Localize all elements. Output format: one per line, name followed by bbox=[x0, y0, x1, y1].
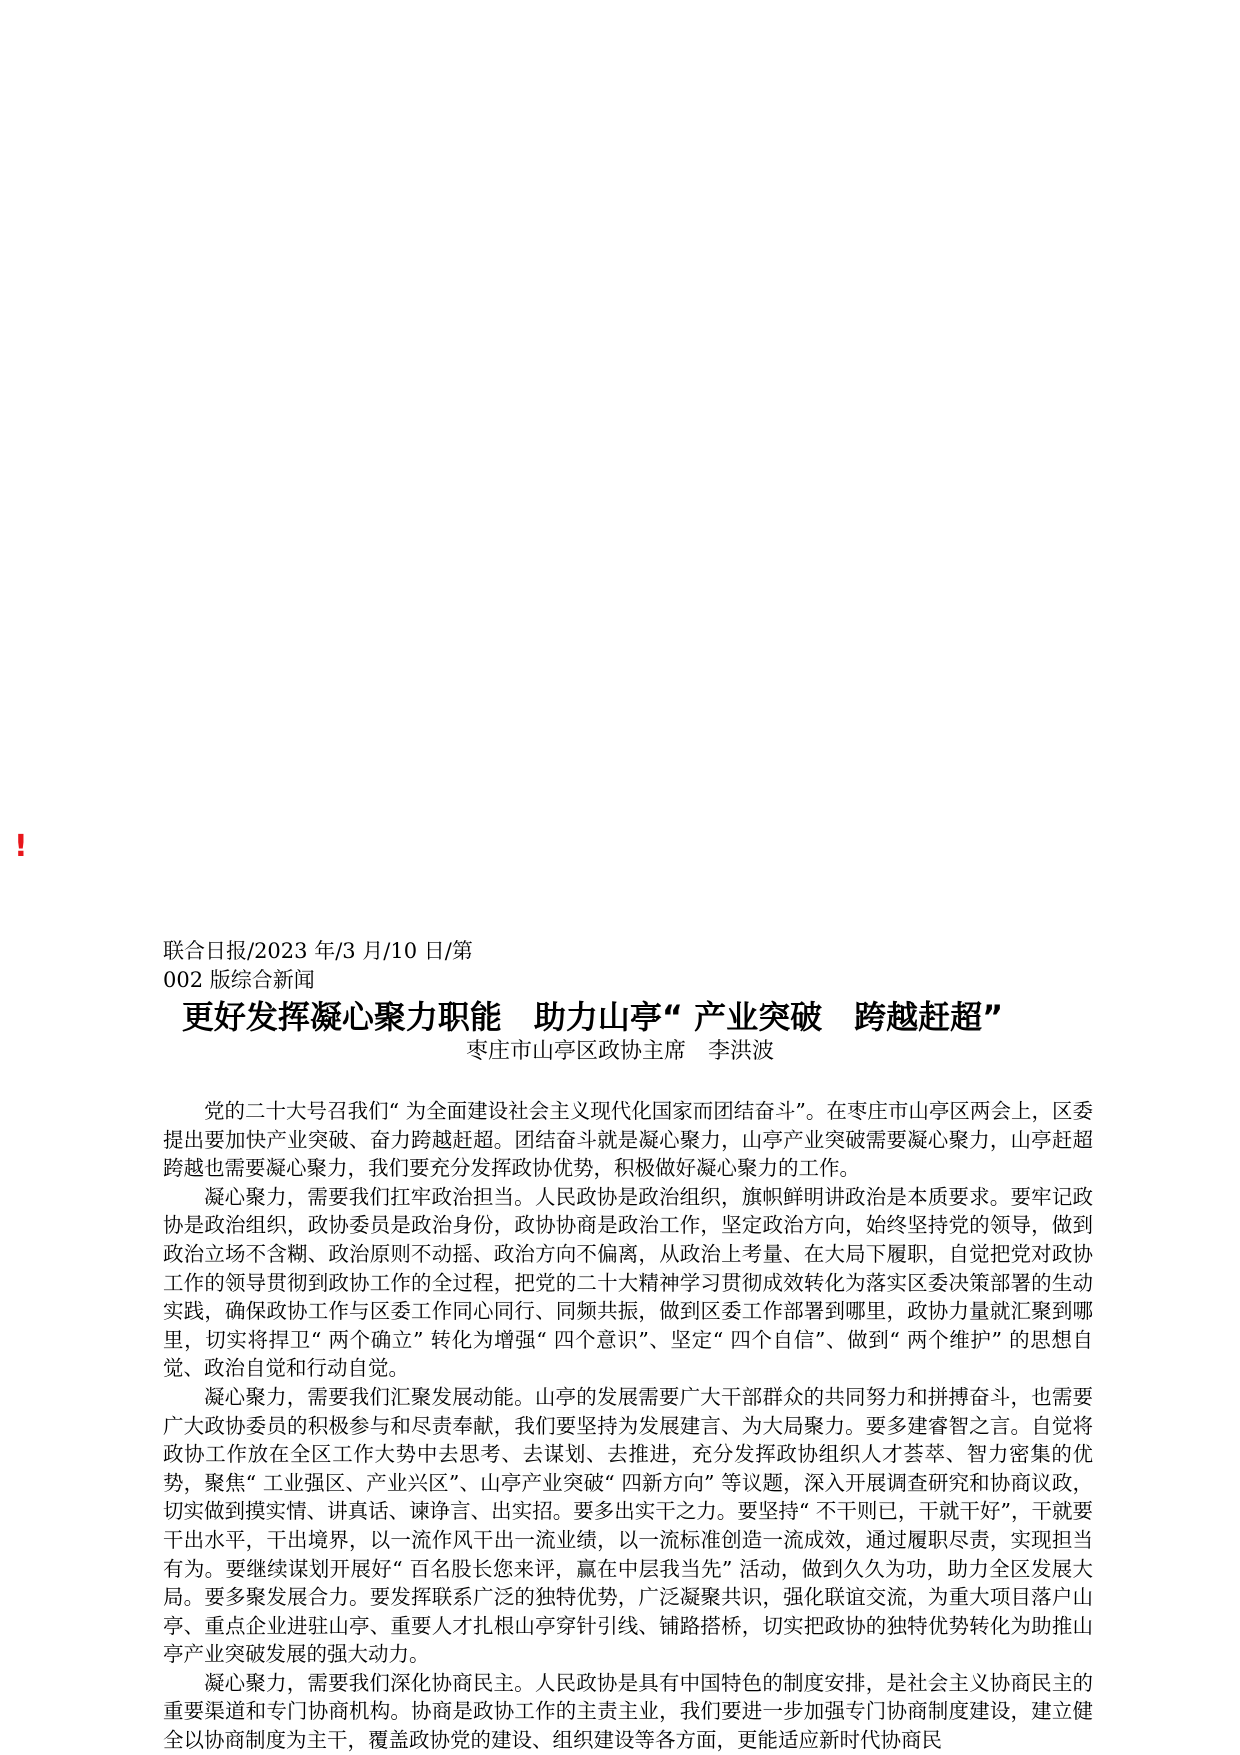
article-title: 更好发挥凝心聚力职能 助力山亭“ 产业突破 跨越赶超” bbox=[181, 998, 1004, 1036]
paragraph-1: 党的二十大号召我们“ 为全面建设社会主义现代化国家而团结奋斗”。在枣庄市山亭区两会上，区委提出要加快产业突破、奋力跨越赶超。团结奋斗就是凝心聚力，山亭产业突破需要凝心聚力，山亭赶超跨越也需要凝心聚力，我们要充分发挥政协优势，积极做好凝心聚力的工作。 bbox=[163, 1099, 1093, 1181]
paragraph-4: 凝心聚力，需要我们深化协商民主。人民政协是具有中国特色的制度安排，是社会主义协商民主的重要渠道和专门协商机构。协商是政协工作的主责主业，我们要进一步加强专门协商制度建设，建立健全以协商制度为主干，覆盖政协党的建设、组织建设等各方面，更能适应新时代协商民 bbox=[163, 1670, 1093, 1753]
article-source: 联合日报/2023 年/3 月/10 日/第 002 版综合新闻 bbox=[163, 939, 473, 992]
paragraph-2: 凝心聚力，需要我们扛牢政治担当。人民政协是政治组织，旗帜鲜明讲政治是本质要求。要牢记政协是政治组织，政协委员是政治身份，政协协商是政治工作，坚定政治方向，始终坚持党的领导，做到政治立场不含糊、政治原则不动摇、政治方向不偏离，从政治上考量、在大局下履职，自觉把党对政协工作的领导贯彻到政协工作的全过程，把党的二十大精神学习贯彻成效转化为落实区委决策部署的生动实践，确保政协工作与区委工作同心同行、同频共振，做到区委工作部署到哪里，政协力量就汇聚到哪里，切实将捍卫“ 两个确立” 转化为增强“ 四个意识”、坚定“ 四个自信”、做到“ 两个维护” 的思想自觉、政治自觉和行动自觉。 bbox=[163, 1184, 1093, 1381]
paragraph-3: 凝心聚力，需要我们汇聚发展动能。山亭的发展需要广大干部群众的共同努力和拼搏奋斗，也需要广大政协委员的积极参与和尽责奉献，我们要坚持为发展建言、为大局聚力。要多建睿智之言。自觉将政协工作放在全区工作大势中去思考、去谋划、去推进，充分发挥政协组织人才荟萃、智力密集的优势，聚焦“ 工业强区、产业兴区”、山亭产业突破“ 四新方向” 等议题，深入开展调查研究和协商议政，切实做到摸实情、讲真话、谏诤言、出实招。要多出实干之力。要坚持“ 不干则已，干就干好”，干就要干出水平，干出境界，以一流作风干出一流业绩，以一流标准创造一流成效，通过履职尽责，实现担当有为。要继续谋划开展好“ 百名股长您来评，赢在中层我当先” 活动，做到久久为功，助力全区发展大局。要多聚发展合力。要发挥联系广泛的独特优势，广泛凝聚共识，强化联谊交流，为重大项目落户山亭、重点企业进驻山亭、重要人才扎根山亭穿针引线、铺路搭桥，切实把政协的独特优势转化为助推山亭产业突破发展的强大动力。 bbox=[163, 1384, 1093, 1667]
article-body bbox=[163, 1097, 1093, 1755]
red-exclamation-mark: ! bbox=[14, 829, 28, 864]
article-author: 枣庄市山亭区政协主席 李洪波 bbox=[465, 1039, 774, 1064]
